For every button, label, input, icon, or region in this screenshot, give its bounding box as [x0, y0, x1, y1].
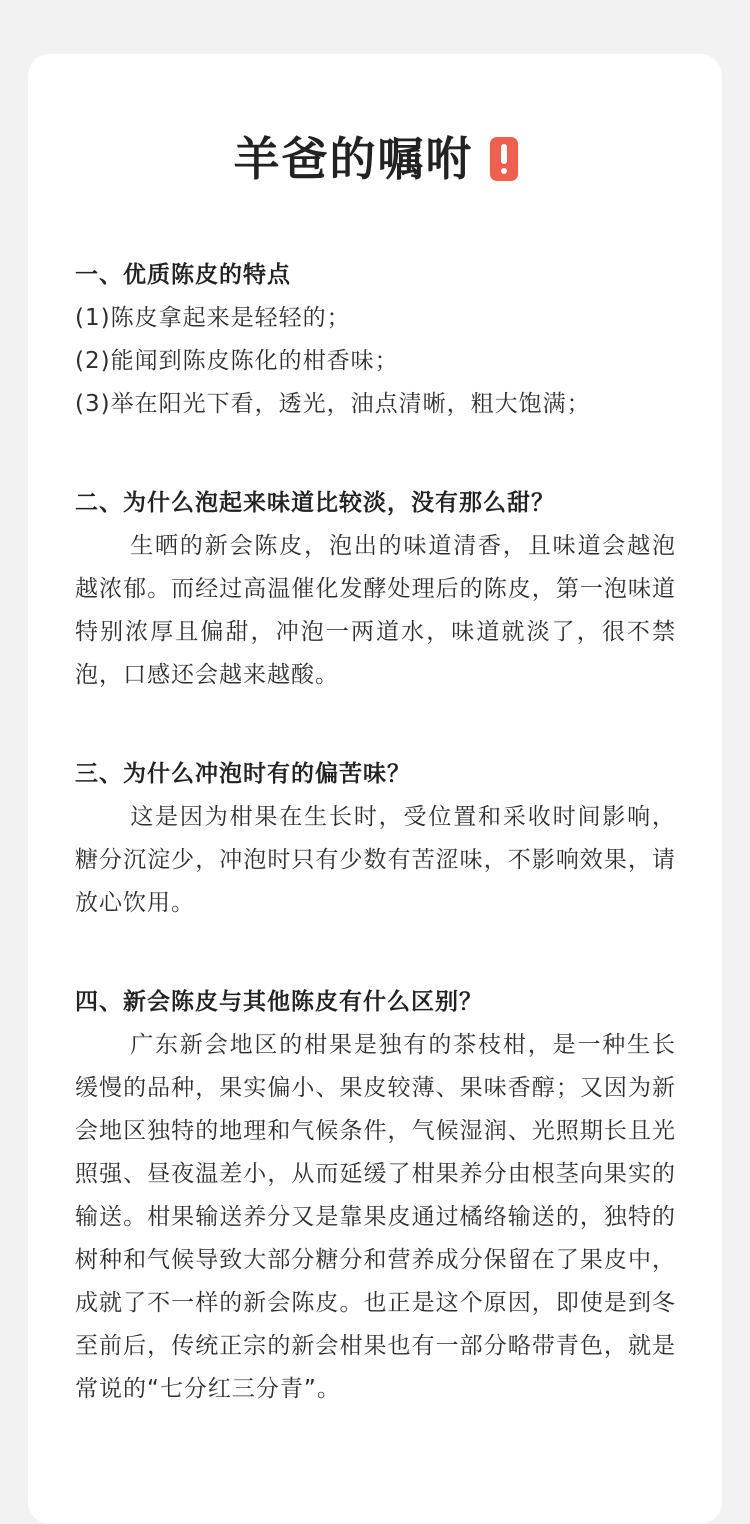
section-taste-light	[75, 482, 676, 697]
section-paragraph: 这是因为柑果在生长时，受位置和采收时间影响，糖分沉淀少，冲泡时只有少数有苦涩味，不影响效果，请放心饮用。	[75, 804, 676, 916]
feature-item-1: (1)陈皮拿起来是轻轻的；	[75, 305, 351, 331]
content-card	[28, 54, 722, 1524]
section-heading: 二、为什么泡起来味道比较淡，没有那么甜？	[75, 490, 555, 516]
section-paragraph: 广东新会地区的柑果是独有的茶枝柑，是一种生长缓慢的品种，果实偏小、果皮较薄、果味香醇；又因为新会地区独特的地理和气候条件，气候湿润、光照期长且光照强、昼夜温差小，从而延缓了柑果养分由根茎向果实的输送。柑果输送养分又是靠果皮通过橘络输送的，独特的树种和气候导致大部分糖分和营养成分保留在了果皮中，成就了不一样的新会陈皮。也正是这个原因，即使是到冬至前后，传统正宗的新会柑果也有一部分略带青色，就是常说的“七分红三分青”。	[75, 1032, 676, 1402]
article-content	[75, 254, 676, 1411]
section-bitter-taste	[75, 753, 676, 925]
feature-item-3: (3)举在阳光下看，透光，油点清晰，粗大饱满；	[75, 391, 591, 417]
exclamation-dot	[501, 168, 507, 174]
section-features	[75, 254, 676, 426]
section-heading: 一、优质陈皮的特点	[75, 262, 291, 288]
title-row	[75, 134, 676, 184]
page-title: 羊爸的嘱咐	[233, 132, 474, 186]
section-heading: 三、为什么冲泡时有的偏苦味？	[75, 761, 411, 787]
section-difference	[75, 981, 676, 1411]
feature-item-2: (2)能闻到陈皮陈化的柑香味；	[75, 348, 399, 374]
exclamation-bar	[501, 144, 507, 164]
exclamation-icon	[490, 137, 518, 181]
section-paragraph: 生晒的新会陈皮，泡出的味道清香，且味道会越泡越浓郁。而经过高温催化发酵处理后的陈皮，第一泡味道特别浓厚且偏甜，冲泡一两道水，味道就淡了，很不禁泡，口感还会越来越酸。	[75, 533, 676, 688]
section-heading: 四、新会陈皮与其他陈皮有什么区别？	[75, 989, 483, 1015]
